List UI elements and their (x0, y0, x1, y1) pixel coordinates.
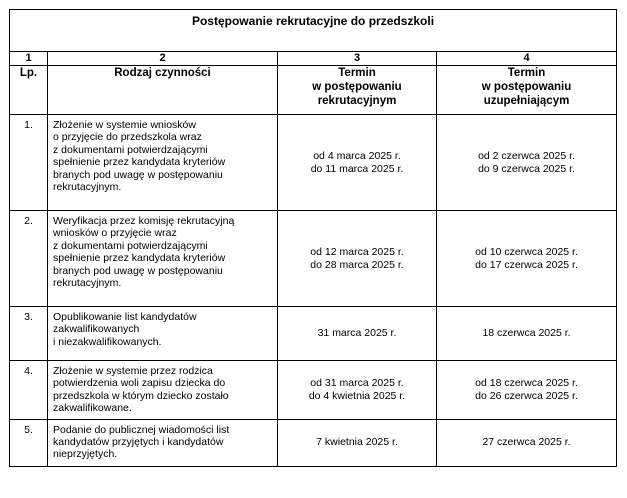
term-line: do 26 czerwca 2025 r. (475, 389, 578, 402)
table-row (10, 115, 617, 211)
activity-line: potwierdzenia woli zapisu dziecka do (53, 377, 226, 390)
row-lp: 5. (10, 419, 48, 466)
row-lp: 3. (10, 307, 48, 361)
term-line: do 11 marca 2025 r. (310, 162, 404, 175)
activity-line: i niezakwalifikowanych. (53, 335, 162, 348)
row-activity (48, 115, 278, 211)
column-number-1: 1 (10, 52, 48, 66)
activity-line: z dokumentami potwierdzającymi (53, 239, 208, 252)
row-lp: 2. (10, 211, 48, 307)
header-row (10, 66, 617, 115)
activity-line: branych pod uwagę w postępowaniu (53, 168, 223, 181)
header-term-main-line: Termin (338, 67, 376, 79)
header-term-main-line: w postępowaniu (312, 81, 402, 93)
header-term-main-line: rekrutacyjnym (317, 95, 397, 107)
term-line: do 9 czerwca 2025 r. (478, 162, 575, 175)
row-term-main (278, 115, 437, 211)
header-activity: Rodzaj czynności (48, 66, 278, 115)
table-row (10, 419, 617, 466)
term-line: od 4 marca 2025 r. (313, 150, 401, 163)
row-term-main (278, 211, 437, 307)
activity-line: nieprzyjętych. (53, 448, 118, 461)
activity-line: Złożenie w systemie wniosków (53, 119, 196, 131)
row-term-main (278, 419, 437, 466)
header-term-supp-line: Termin (507, 67, 546, 79)
activity-line: Podanie do publicznej wiadomości list (53, 423, 230, 436)
table-row (10, 211, 617, 307)
row-term-main (278, 307, 437, 361)
column-number-3: 3 (278, 52, 437, 66)
activity-line: branych pod uwagę w postępowaniu (53, 264, 223, 277)
row-activity (48, 419, 278, 466)
term-line: 7 kwietnia 2025 r. (316, 436, 398, 449)
row-term-main (278, 361, 437, 420)
activity-line: zakwalifikowanych (53, 323, 140, 336)
row-activity (48, 361, 278, 420)
term-line: do 4 kwietnia 2025 r. (308, 389, 406, 402)
activity-line: Opublikowanie list kandydatów (53, 311, 197, 323)
term-line: od 10 czerwca 2025 r. (475, 246, 578, 259)
row-term-supplementary (437, 211, 617, 307)
header-lp: Lp. (10, 66, 48, 115)
row-term-supplementary (437, 307, 617, 361)
term-line: od 18 czerwca 2025 r. (475, 377, 578, 390)
row-term-supplementary (437, 419, 617, 466)
term-line: do 28 marca 2025 r. (310, 258, 404, 271)
header-term-supplementary (437, 66, 617, 115)
header-term-supp-line: uzupełniającym (483, 95, 570, 107)
term-line: 31 marca 2025 r. (317, 327, 397, 340)
table-title: Postępowanie rekrutacyjne do przedszkoli (10, 10, 617, 52)
term-line: od 2 czerwca 2025 r. (478, 150, 575, 163)
column-number-row (10, 52, 617, 66)
term-line: 18 czerwca 2025 r. (482, 327, 571, 340)
activity-line: z dokumentami potwierdzającymi (53, 143, 208, 156)
row-term-supplementary (437, 115, 617, 211)
term-line: do 17 czerwca 2025 r. (475, 258, 578, 271)
activity-line: spełnienie przez kandydata kryteriów (53, 156, 226, 169)
row-activity (48, 211, 278, 307)
row-activity (48, 307, 278, 361)
column-number-4: 4 (437, 52, 617, 66)
activity-line: przedszkola w którym dziecko zostało (53, 389, 229, 402)
header-term-supp-line: w postępowaniu (481, 81, 572, 93)
row-lp: 1. (10, 115, 48, 211)
activity-line: rekrutacyjnym. (53, 181, 122, 194)
row-term-supplementary (437, 361, 617, 420)
column-number-2: 2 (48, 52, 278, 66)
row-lp: 4. (10, 361, 48, 420)
term-line: 27 czerwca 2025 r. (482, 436, 571, 449)
term-line: od 12 marca 2025 r. (310, 246, 404, 259)
header-term-main (278, 66, 437, 115)
recruitment-schedule-table (9, 9, 617, 467)
activity-line: kandydatów przyjętych i kandydatów (53, 436, 224, 449)
activity-line: zakwalifikowane. (53, 402, 132, 415)
term-line: od 31 marca 2025 r. (310, 377, 404, 390)
activity-line: o przyjęcie do przedszkola wraz (53, 131, 202, 144)
activity-line: rekrutacyjnym. (53, 277, 122, 290)
activity-line: Weryfikacja przez komisję rekrutacyjną (53, 215, 235, 227)
activity-line: Złożenie w systemie przez rodzica (53, 365, 213, 377)
activity-line: spełnienie przez kandydata kryteriów (53, 252, 226, 265)
table-row (10, 361, 617, 420)
table-row (10, 307, 617, 361)
activity-line: wniosków o przyjęcie wraz (53, 227, 177, 240)
